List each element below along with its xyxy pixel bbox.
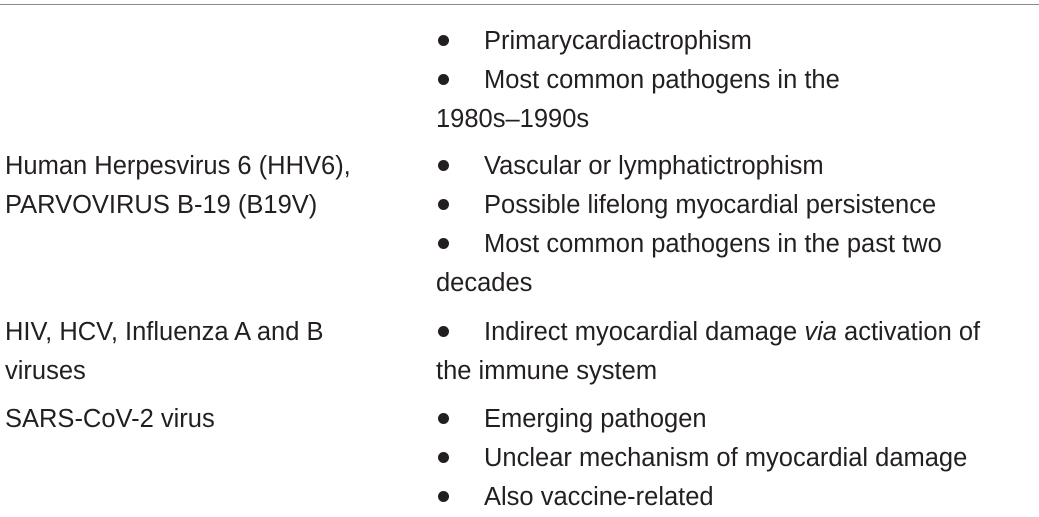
features-cell — [436, 147, 1039, 303]
bullet-icon — [438, 74, 449, 85]
features-cell — [436, 22, 1039, 139]
bullet-icon — [438, 326, 449, 337]
list-item: Most common pathogens in the past two decades — [436, 230, 942, 297]
virus-cell: Human Herpesvirus 6 (HHV6), PARVOVIRUS B-19 (B19V) — [5, 152, 351, 219]
bullet-icon — [438, 238, 449, 249]
bullet-icon — [438, 452, 449, 463]
list-item: Also vaccine-related — [436, 478, 1039, 517]
list-item: Emerging pathogen — [436, 400, 1039, 439]
bullet-icon — [438, 35, 449, 46]
bullet-icon — [438, 160, 449, 171]
list-item: Vascular or lymphatictrophism — [436, 147, 1039, 186]
table-top-rule — [0, 4, 1039, 5]
virus-cell: SARS-CoV-2 virus — [5, 405, 215, 433]
list-item: Unclear mechanism of myocardial damage — [436, 439, 1039, 478]
bullet-icon — [438, 199, 449, 210]
bullet-icon — [438, 413, 449, 424]
list-item: Primarycardiactrophism — [436, 22, 1039, 61]
list-item: Most common pathogens in the 1980s–1990s — [436, 66, 840, 133]
features-cell — [436, 313, 1039, 391]
bullet-icon — [438, 491, 449, 502]
list-item: Indirect myocardial damage via activation of the immune system — [436, 318, 981, 385]
virus-cell: HIV, HCV, Influenza A and B viruses — [5, 318, 324, 385]
list-item: Possible lifelong myocardial persistence — [436, 186, 1039, 225]
features-cell — [436, 400, 1039, 517]
